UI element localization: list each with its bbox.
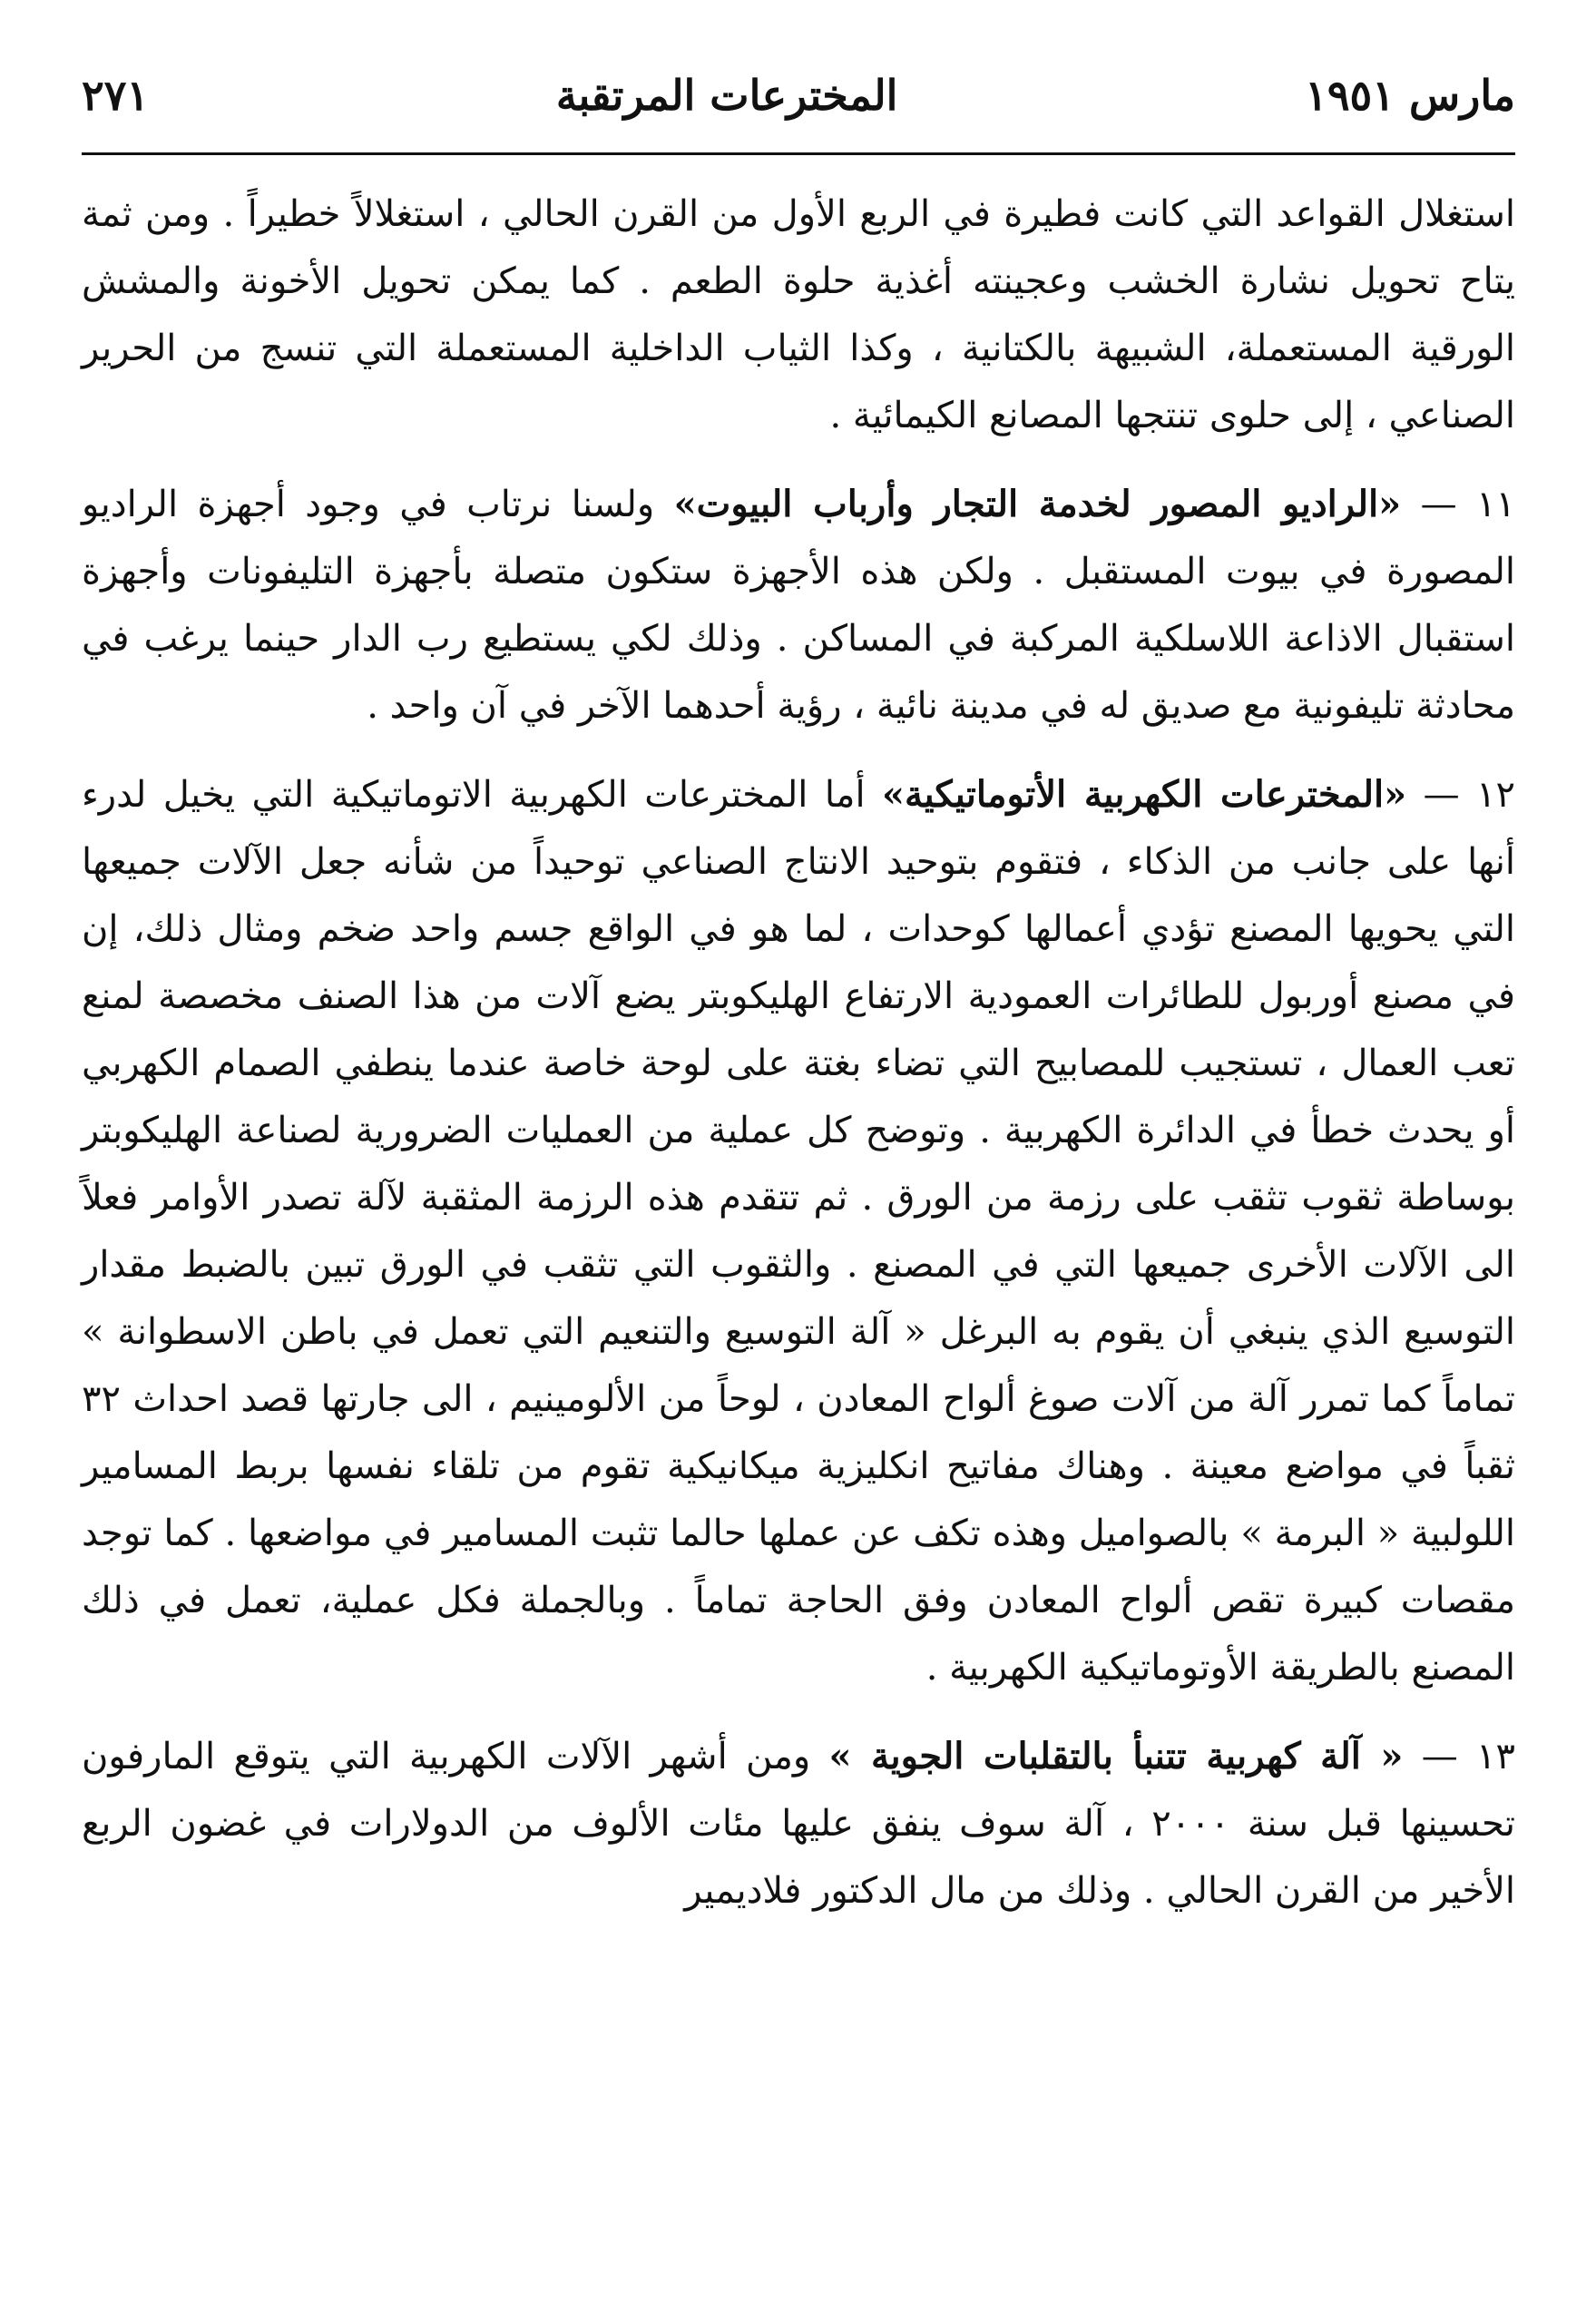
header-divider bbox=[82, 152, 1515, 155]
paragraph-continued bbox=[82, 181, 1515, 449]
paragraph-number: ١١ — bbox=[1420, 484, 1516, 525]
article-body bbox=[82, 181, 1515, 1924]
paragraph-11 bbox=[82, 471, 1515, 739]
page-title: المخترعات المرتقبة bbox=[555, 71, 898, 120]
paragraph-12 bbox=[82, 761, 1515, 1701]
paragraph-text: أما المخترعات الكهربية الاتوماتيكية التي يخيل لدرء أنها على جانب من الذكاء ، فتقوم بتوحيد الانتاج الصناعي توحيداً من شأنه جعل الآلات جميعها التي يحويها المصنع تؤدي أعمالها كوحدات ، لما هو في الواقع جسم واحد ضخم ومثال ذلك، إن في مصنع أوربول للطائرات العمودية الارتفاع الهليكوبتر يضع آلات من هذا الصنف مخصصة لمنع تعب العمال ، تستجيب للمصابيح التي تضاء بغتة على لوحة خاصة عندما ينطفي الصمام الكهربي أو يحدث خطأ في الدائرة الكهربية . وتوضح كل عملية من العمليات الضرورية لصناعة الهليكوبتر بوساطة ثقوب تثقب على رزمة من الورق . ثم تتقدم هذه الرزمة المثقبة لآلة تصدر الأوامر فعلاً الى الآلات الأخرى جميعها التي في المصنع . والثقوب التي تثقب في الورق تبين بالضبط مقدار التوسيع الذي ينبغي أن يقوم به البرغل « آلة التوسيع والتنعيم التي تعمل في باطن الاسطوانة » تماماً كما تمرر آلة من آلات صوغ ألواح المعادن ، لوحاً من الألومينيم ، الى جارتها قصد احداث ٣٢ ثقباً في مواضع معينة . وهناك مفاتيح انكليزية ميكانيكية تقوم من تلقاء نفسها بربط المسامير اللولبية « البرمة » بالصواميل وهذه تكف عن عملها حالما تثبت المسامير في مواضعها . كما توجد مقصات كبيرة تقص ألواح المعادن وفق الحاجة تماماً . وبالجملة فكل عملية، تعمل في ذلك المصنع بالطريقة الأوتوماتيكية الكهربية . bbox=[82, 774, 1515, 1689]
paragraph-text: ولسنا نرتاب في وجود أجهزة الراديو المصورة في بيوت المستقبل . ولكن هذه الأجهزة ستكون متصلة بأجهزة التليفونات وأجهزة استقبال الاذاعة اللاسلكية المركبة في المساكن . وذلك لكي يستطيع رب الدار حينما يرغب في محادثة تليفونية مع صديق له في مدينة نائية ، رؤية أحدهما الآخر في آن واحد . bbox=[82, 484, 1515, 727]
running-header bbox=[82, 54, 1515, 136]
paragraph-heading: « آلة كهربية تتنبأ بالتقلبات الجوية » bbox=[828, 1735, 1404, 1777]
book-page bbox=[82, 54, 1515, 2268]
page-number: ٢٧١ bbox=[82, 71, 150, 120]
issue-date: مارس ١٩٥١ bbox=[1305, 71, 1515, 120]
paragraph-text: ومن أشهر الآلات الكهربية التي يتوقع المارفون تحسينها قبل سنة ٢٠٠٠ ، آلة سوف ينفق عليها مئات الألوف من الدولارات في غضون الربع الأخير من القرن الحالي . وذلك من مال الدكتور فلاديمير bbox=[82, 1736, 1515, 1912]
paragraph-heading: «المخترعات الكهربية الأتوماتيكية» bbox=[882, 773, 1407, 816]
paragraph-text: استغلال القواعد التي كانت فطيرة في الربع الأول من القرن الحالي ، استغلالاً خطيراً . ومن ثمة يتاح تحويل نشارة الخشب وعجينته أغذية حلوة الطعم . كما يمكن تحويل الأخونة والمشش الورقية المستعملة، الشبيهة بالكتانية ، وكذا الثياب الداخلية المستعملة التي تنسج من الحرير الصناعي ، إلى حلوى تنتجها المصانع الكيمائية . bbox=[82, 193, 1515, 436]
paragraph-heading: «الراديو المصور لخدمة التجار وأرباب البيوت» bbox=[673, 483, 1402, 525]
paragraph-number: ١٣ — bbox=[1421, 1736, 1516, 1777]
paragraph-13 bbox=[82, 1723, 1515, 1924]
paragraph-number: ١٢ — bbox=[1423, 774, 1516, 816]
